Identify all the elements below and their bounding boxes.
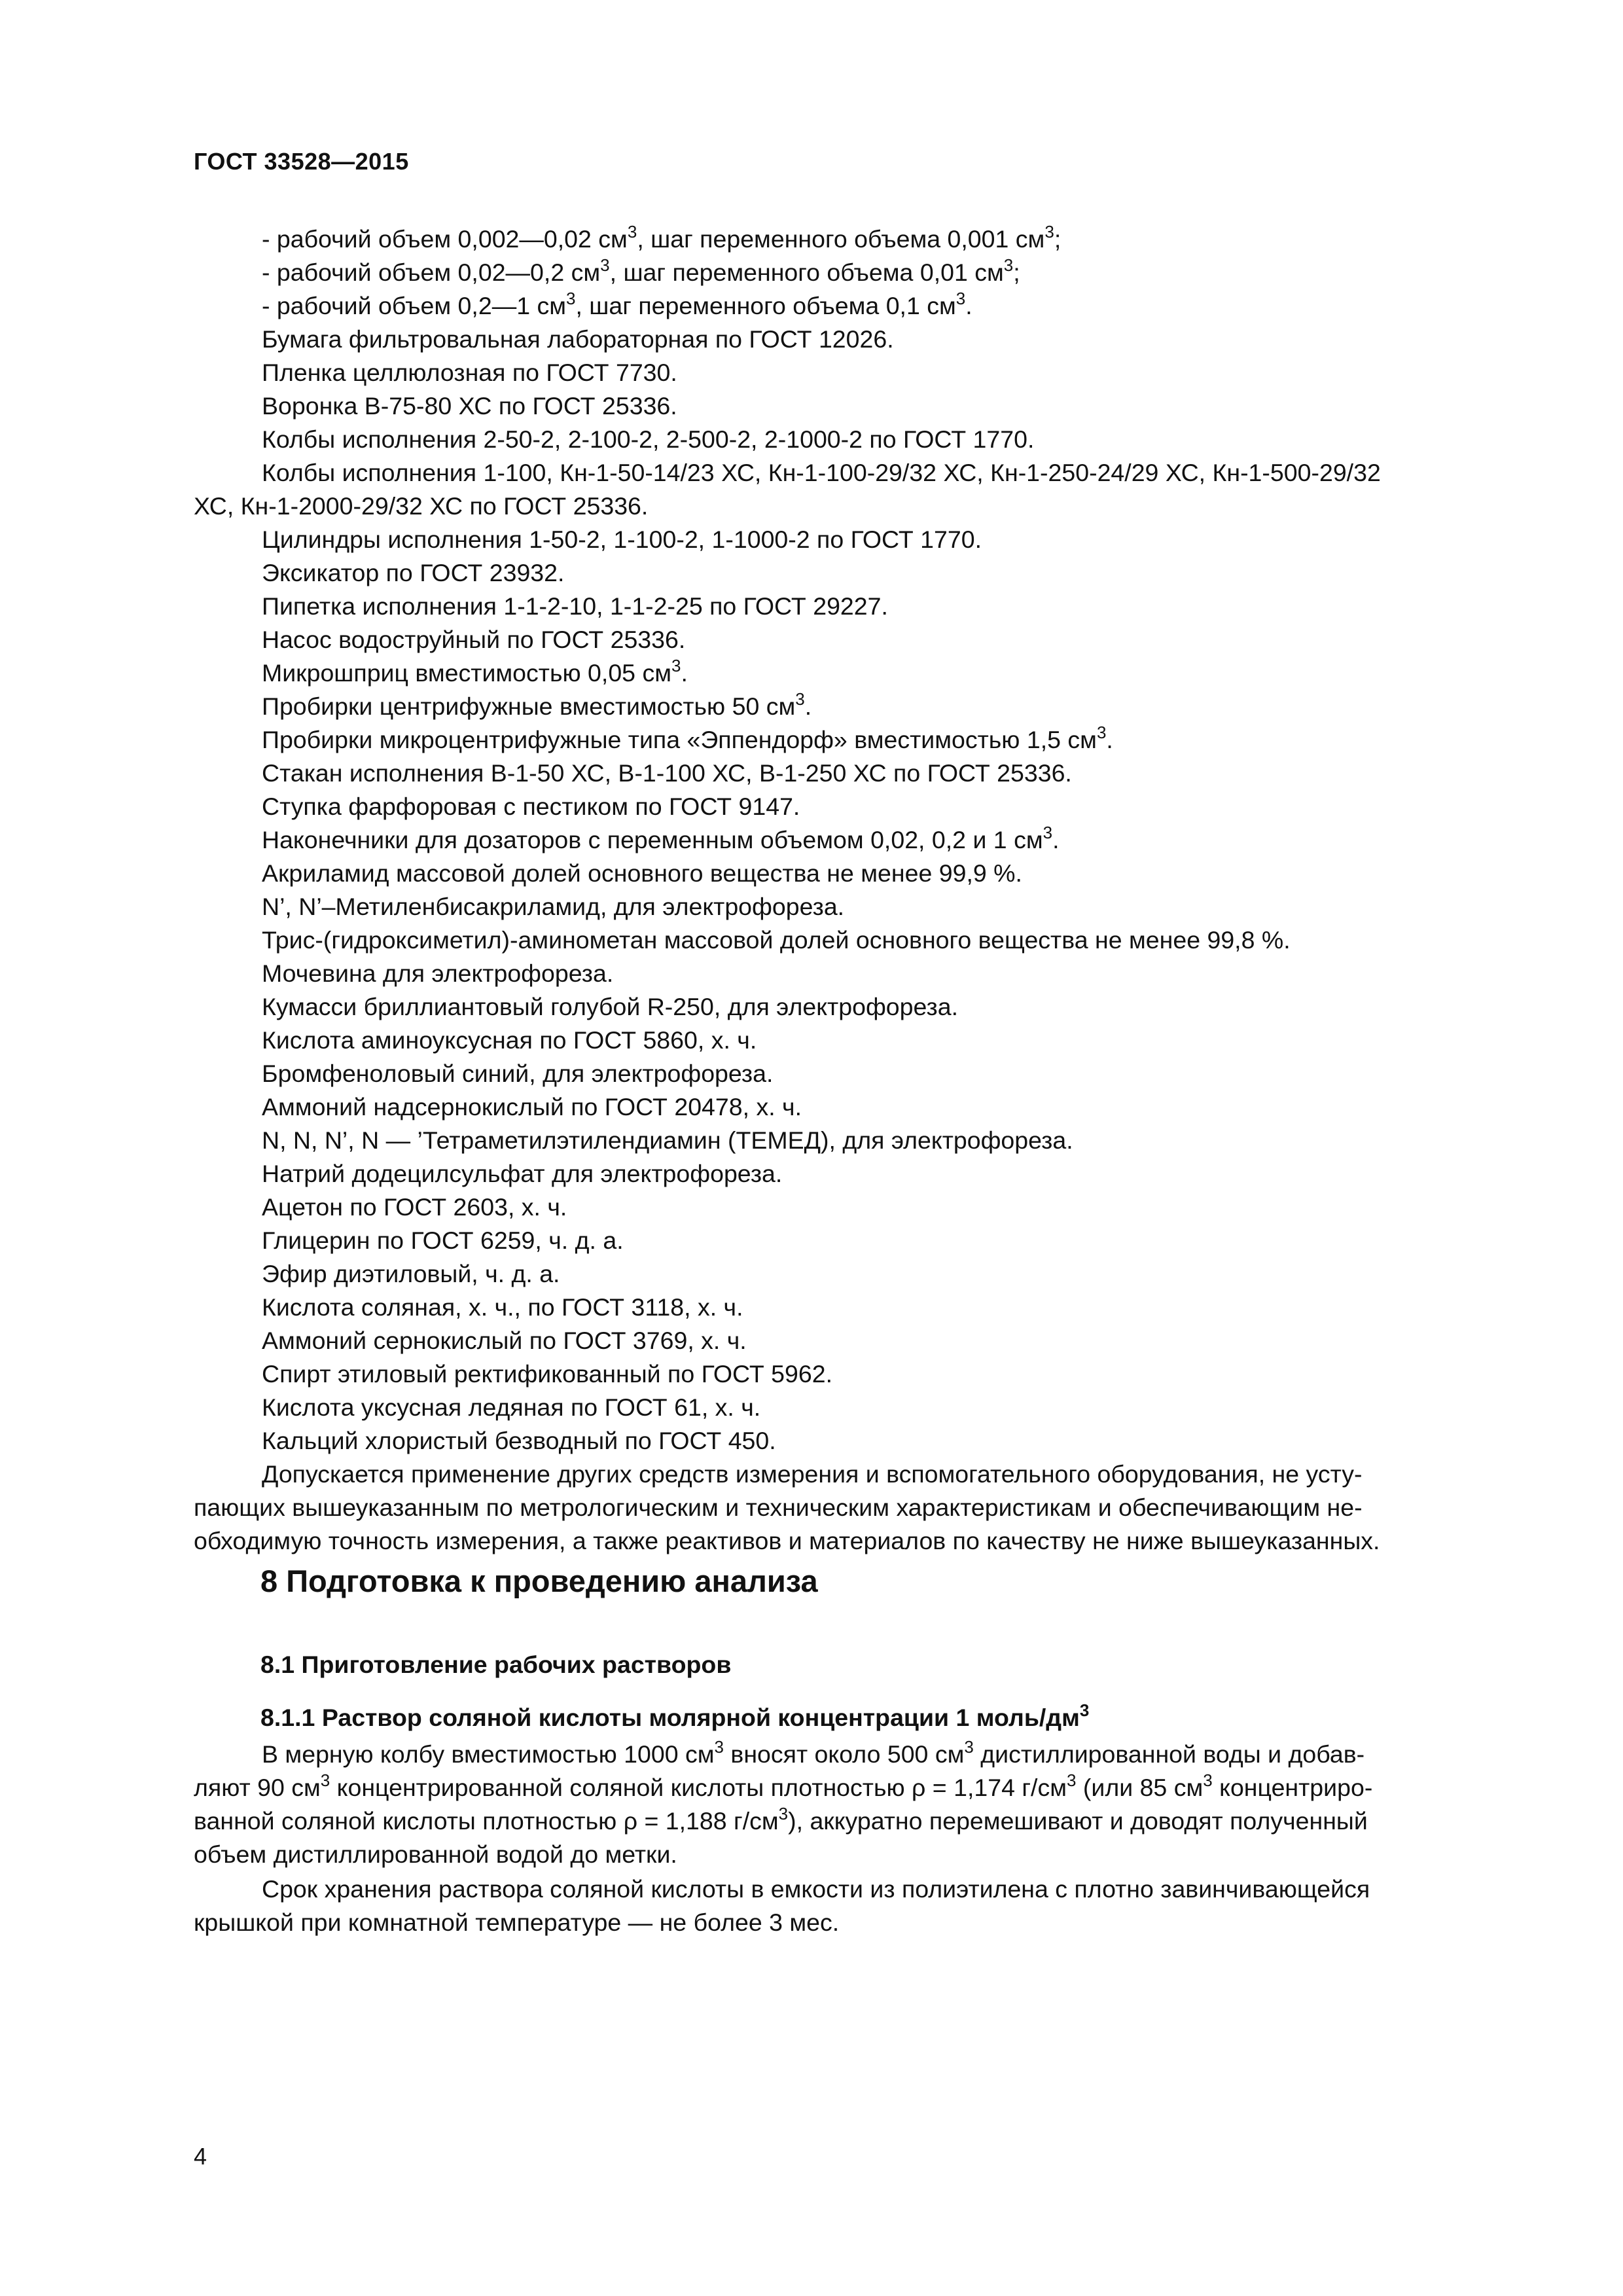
section-heading: 8 Подготовка к проведению анализа bbox=[260, 1564, 818, 1598]
superscript: 3 bbox=[1079, 1700, 1090, 1720]
note-paragraph-line: Допускается применение других средств измерения и вспомогательного оборудования, не усту- bbox=[262, 1460, 1363, 1488]
list-item-text: - рабочий объем 0,2—1 см bbox=[262, 292, 566, 319]
list-item-text: , шаг переменного объема 0,1 см bbox=[575, 292, 956, 319]
list-item: Пипетка исполнения 1-1-2-10, 1-1-2-25 по ГОСТ 29227. bbox=[262, 592, 888, 620]
text-run: ванной соляной кислоты плотностью ρ = 1,188 г/см bbox=[194, 1807, 779, 1835]
list-item-text: Микрошприц вместимостью 0,05 см bbox=[262, 659, 671, 687]
superscript: 3 bbox=[1003, 255, 1014, 275]
paragraph-line: крышкой при комнатной температуре — не более 3 мес. bbox=[194, 1909, 840, 1936]
list-item: Эфир диэтиловый, ч. д. а. bbox=[262, 1260, 560, 1287]
list-item: Бромфеноловый синий, для электрофореза. bbox=[262, 1060, 774, 1087]
list-item-text: ; bbox=[1013, 259, 1020, 286]
text-run: дистиллированной воды и добав- bbox=[973, 1740, 1365, 1768]
list-item: Трис-(гидроксиметил)-аминометан массовой долей основного вещества не менее 99,8 %. bbox=[262, 926, 1291, 954]
list-item: Натрий додецилсульфат для электрофореза. bbox=[262, 1160, 783, 1187]
list-item-continuation: ХС, Кн-1-2000-29/32 ХС по ГОСТ 25336. bbox=[194, 492, 649, 520]
list-item: Кислота уксусная ледяная по ГОСТ 61, х. ч. bbox=[262, 1393, 761, 1421]
heading-text: 8.1.1 Раствор соляной кислоты молярной концентрации 1 моль/дм bbox=[260, 1704, 1080, 1731]
list-item-text: . bbox=[1106, 726, 1113, 753]
list-item: Аммоний надсернокислый по ГОСТ 20478, х. ч. bbox=[262, 1093, 802, 1121]
list-item: N’, N’–Метиленбисакриламид, для электрофореза. bbox=[262, 893, 845, 920]
storage-paragraph bbox=[194, 1873, 1499, 1939]
list-item-text: . bbox=[965, 292, 972, 319]
list-item-text: , шаг переменного объема 0,01 см bbox=[609, 259, 1004, 286]
superscript: 3 bbox=[1067, 1770, 1077, 1790]
superscript: 3 bbox=[671, 656, 681, 675]
list-item: Спирт этиловый ректификованный по ГОСТ 5962. bbox=[262, 1360, 832, 1388]
list-item-text: Пробирки центрифужные вместимостью 50 см bbox=[262, 692, 796, 720]
list-item-text: . bbox=[1052, 826, 1060, 853]
list-item: Колбы исполнения 1-100, Кн-1-50-14/23 ХС, Кн-1-100-29/32 ХС, Кн-1-250-24/29 ХС, Кн-1-500-29/32 bbox=[262, 459, 1381, 486]
superscript: 3 bbox=[955, 289, 966, 308]
superscript: 3 bbox=[795, 689, 805, 709]
list-item bbox=[194, 690, 1499, 723]
list-item-text: Пробирки микроцентрифужные типа «Эппендорф» вместимостью 1,5 см bbox=[262, 726, 1097, 753]
note-paragraph-line: обходимую точность измерения, а также реактивов и материалов по качеству не ниже вышеуказанных. bbox=[194, 1527, 1380, 1554]
list-item: Пленка целлюлозная по ГОСТ 7730. bbox=[262, 359, 677, 386]
list-item: Акриламид массовой долей основного вещества не менее 99,9 %. bbox=[262, 859, 1022, 887]
list-item-text: - рабочий объем 0,002—0,02 см bbox=[262, 225, 628, 253]
list-item: Аммоний сернокислый по ГОСТ 3769, х. ч. bbox=[262, 1327, 747, 1354]
subsubsection-heading bbox=[260, 1700, 1090, 1732]
superscript: 3 bbox=[627, 222, 637, 242]
paragraph-line: объем дистиллированной водой до метки. bbox=[194, 1840, 677, 1868]
list-item bbox=[194, 823, 1499, 857]
text-run: (или 85 см bbox=[1076, 1774, 1204, 1801]
list-item: Глицерин по ГОСТ 6259, ч. д. а. bbox=[262, 1227, 624, 1254]
text-run: вносят около 500 см bbox=[724, 1740, 965, 1768]
list-item: Воронка В-75-80 ХС по ГОСТ 25336. bbox=[262, 392, 677, 420]
superscript: 3 bbox=[600, 255, 610, 275]
list-item-text: , шаг переменного объема 0,001 см bbox=[637, 225, 1045, 253]
text-run: концентрированной соляной кислоты плотностью ρ = 1,174 г/см bbox=[330, 1774, 1067, 1801]
list-item: Колбы исполнения 2-50-2, 2-100-2, 2-500-2, 2-1000-2 по ГОСТ 1770. bbox=[262, 425, 1035, 453]
superscript: 3 bbox=[1203, 1770, 1213, 1790]
paragraph-line bbox=[194, 1771, 1499, 1804]
document-header: ГОСТ 33528—2015 bbox=[194, 148, 409, 175]
list-item: Кислота соляная, х. ч., по ГОСТ 3118, х. ч. bbox=[262, 1293, 743, 1321]
list-item: Ацетон по ГОСТ 2603, х. ч. bbox=[262, 1193, 567, 1221]
equipment-list bbox=[194, 223, 1499, 1558]
text-run: В мерную колбу вместимостью 1000 см bbox=[262, 1740, 715, 1768]
superscript: 3 bbox=[320, 1770, 330, 1790]
paragraph-line bbox=[194, 1804, 1499, 1838]
list-item: Бумага фильтровальная лабораторная по ГОСТ 12026. bbox=[262, 325, 894, 353]
note-paragraph-line: пающих вышеуказанным по метрологическим и техническим характеристикам и обеспечивающим не- bbox=[194, 1494, 1363, 1521]
list-item: Кальций хлористый безводный по ГОСТ 450. bbox=[262, 1427, 776, 1454]
list-item: Цилиндры исполнения 1-50-2, 1-100-2, 1-1000-2 по ГОСТ 1770. bbox=[262, 526, 982, 553]
list-item-text: ; bbox=[1054, 225, 1061, 253]
list-item: Кумасси бриллиантовый голубой R-250, для электрофореза. bbox=[262, 993, 959, 1020]
superscript: 3 bbox=[566, 289, 576, 308]
list-item: Эксикатор по ГОСТ 23932. bbox=[262, 559, 565, 586]
superscript: 3 bbox=[714, 1737, 724, 1757]
list-item-text: . bbox=[804, 692, 812, 720]
superscript: 3 bbox=[1096, 723, 1107, 742]
list-item: N, N, N’, N — ’Тетраметилэтилендиамин (ТЕМЕД), для электрофореза. bbox=[262, 1126, 1073, 1154]
list-item: Стакан исполнения В-1-50 ХС, В-1-100 ХС, В-1-250 ХС по ГОСТ 25336. bbox=[262, 759, 1072, 787]
superscript: 3 bbox=[964, 1737, 974, 1757]
subsection-heading: 8.1 Приготовление рабочих растворов bbox=[260, 1651, 732, 1678]
list-item bbox=[194, 256, 1499, 289]
superscript: 3 bbox=[1044, 222, 1054, 242]
list-item: Кислота аминоуксусная по ГОСТ 5860, х. ч. bbox=[262, 1026, 757, 1054]
list-item: Насос водоструйный по ГОСТ 25336. bbox=[262, 626, 686, 653]
text-run: ), аккуратно перемешивают и доводят полученный bbox=[788, 1807, 1368, 1835]
list-item: Ступка фарфоровая с пестиком по ГОСТ 9147. bbox=[262, 793, 800, 820]
list-item bbox=[194, 656, 1499, 690]
list-item bbox=[194, 289, 1499, 323]
text-run: ляют 90 см bbox=[194, 1774, 321, 1801]
page-number: 4 bbox=[194, 2143, 207, 2170]
list-item-text: Наконечники для дозаторов с переменным объемом 0,02, 0,2 и 1 см bbox=[262, 826, 1043, 853]
paragraph-line bbox=[194, 1738, 1499, 1771]
list-item bbox=[194, 223, 1499, 256]
list-item-text: . bbox=[681, 659, 688, 687]
text-run: концентриро- bbox=[1212, 1774, 1373, 1801]
list-item: Мочевина для электрофореза. bbox=[262, 960, 614, 987]
superscript: 3 bbox=[778, 1804, 789, 1823]
paragraph-line: Срок хранения раствора соляной кислоты в емкости из полиэтилена с плотно завинчивающейся bbox=[262, 1875, 1370, 1903]
preparation-paragraph bbox=[194, 1738, 1499, 1871]
superscript: 3 bbox=[1043, 823, 1053, 842]
list-item-text: - рабочий объем 0,02—0,2 см bbox=[262, 259, 601, 286]
list-item bbox=[194, 723, 1499, 757]
